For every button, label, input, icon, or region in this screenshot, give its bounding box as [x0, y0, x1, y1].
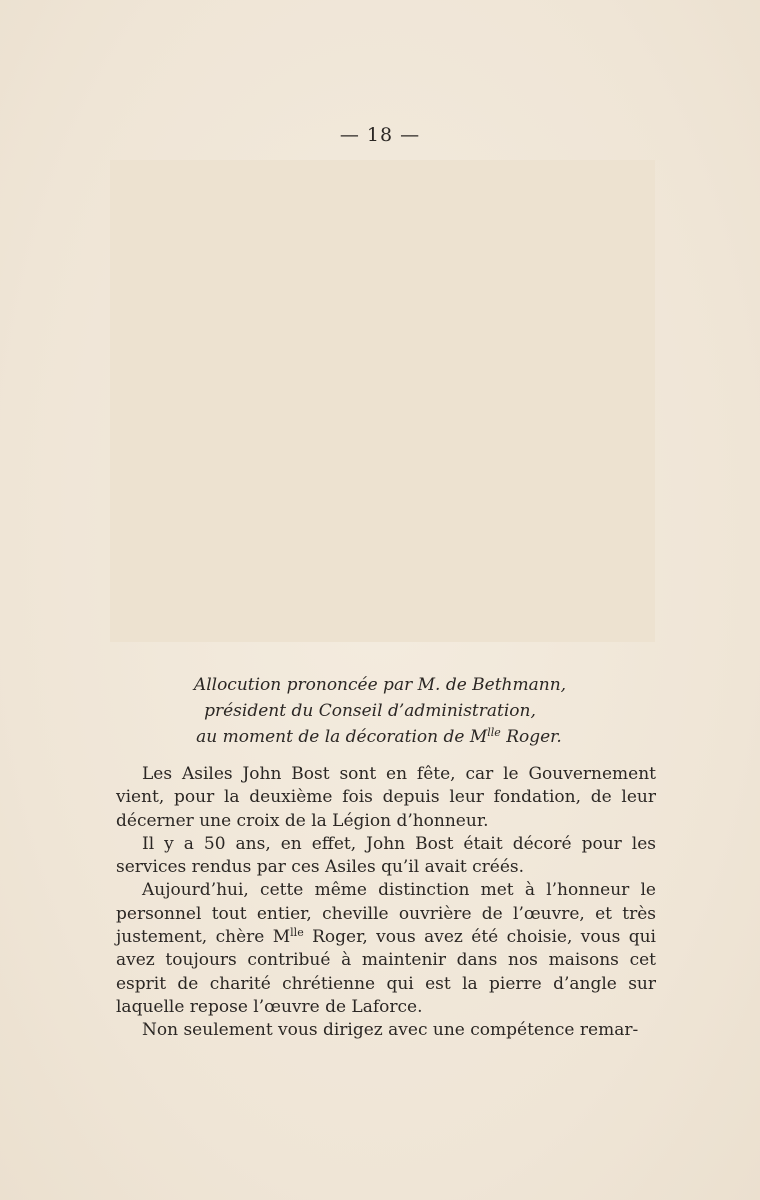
caption-superscript: lle — [487, 726, 501, 739]
caption-line-1: Allocution prononcée par M. de Bethmann, — [193, 675, 567, 695]
paragraph-1: Les Asiles John Bost sont en fête, car le Gouvernement vient, pour la deuxième fois depuis leur fondation, de leur décerner une croix de la Légion d’honneur. — [116, 764, 656, 831]
caption-line-3 — [0, 724, 760, 750]
paragraph-4: Non seulement vous dirigez avec une compétence remar- — [142, 1020, 639, 1041]
caption-line-3-text: au moment de la décoration de M — [196, 727, 488, 747]
paragraph-2: Il y a 50 ans, en effet, John Bost était décoré pour les services rendus par ces Asiles qu’il avait créés. — [116, 833, 656, 878]
paragraph-3 — [116, 879, 656, 1019]
photo-caption — [0, 672, 760, 750]
photo-placeholder — [110, 160, 655, 642]
paragraph-3-start: Aujourd’hui, cette même distinction met à l’honneur le personnel tout entier, cheville ouvrière de l’œuvre, et très justement, chère M — [116, 880, 656, 948]
body-text — [116, 763, 656, 1043]
caption-line-3-name: Roger. — [500, 727, 562, 747]
caption-line-2: président du Conseil d’administration, — [204, 701, 536, 721]
page-number: — 18 — — [339, 124, 421, 146]
paragraph-3-superscript: lle — [290, 926, 304, 940]
paragraph-3-end: Roger, vous avez été choisie, vous qui avez toujours contribué à maintenir dans nos maisons cet esprit de charité chrétienne qui est la pierre d’angle sur laquelle repose l’œuvre de Laforce. — [116, 927, 656, 1017]
